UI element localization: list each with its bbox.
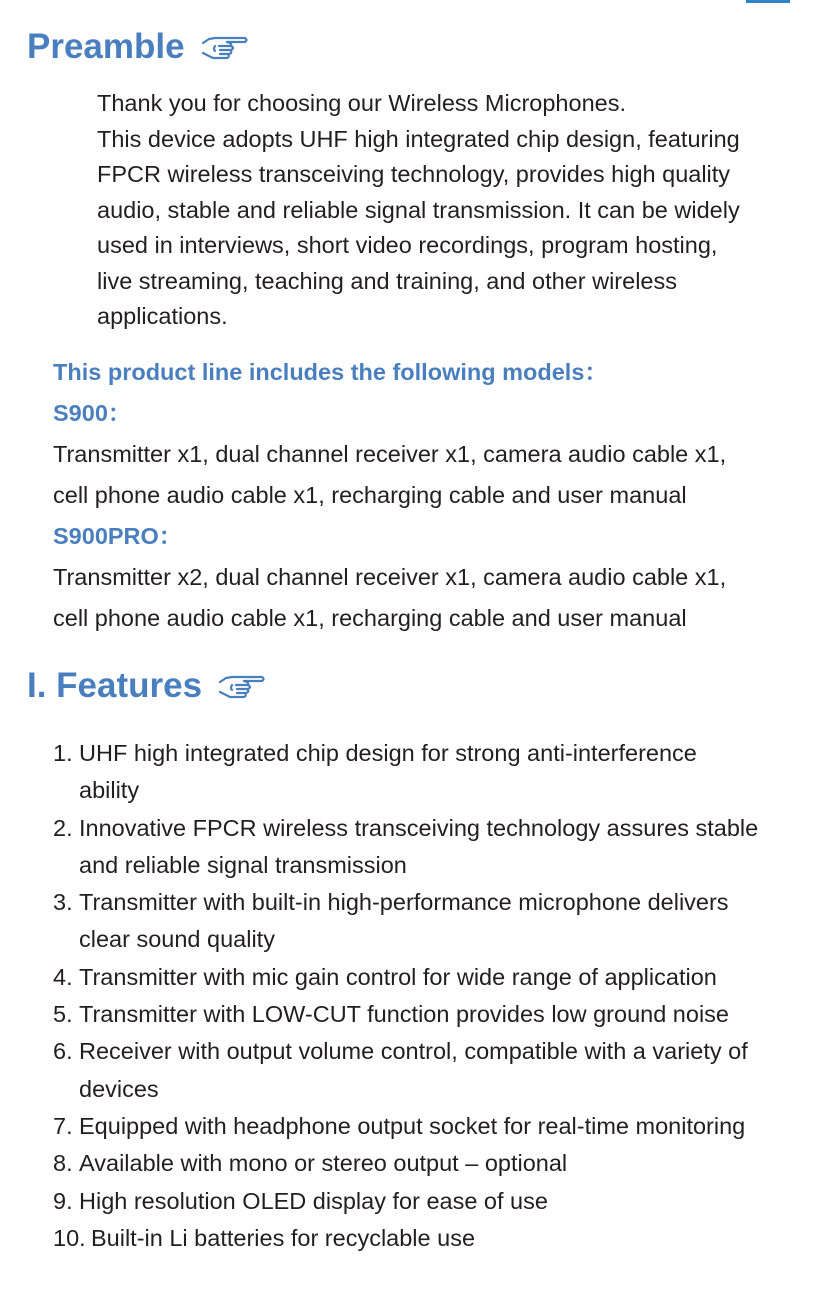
item-text xyxy=(79,996,813,1033)
item-line: UHF high integrated chip design for strong anti-interference xyxy=(79,740,697,766)
item-text xyxy=(79,959,813,996)
features-title: I. Features xyxy=(27,666,203,705)
item-line: clear sound quality xyxy=(79,926,275,953)
item-number: 5. xyxy=(53,1001,73,1028)
item-line: and reliable signal transmission xyxy=(79,851,407,878)
item-text xyxy=(79,884,813,959)
model-contents-line: Transmitter x2, dual channel receiver x1, camera audio cable x1, xyxy=(53,564,727,590)
preamble-line: FPCR wireless transceiving technology, provides high quality xyxy=(97,161,731,187)
item-text xyxy=(79,810,813,885)
list-item xyxy=(53,1183,813,1220)
item-text xyxy=(79,1108,813,1145)
pointing-hand-icon xyxy=(201,33,249,61)
list-item xyxy=(53,1108,813,1145)
item-number: 10. xyxy=(53,1224,86,1251)
features-heading xyxy=(27,666,266,706)
item-number: 4. xyxy=(53,963,73,990)
item-number: 1. xyxy=(53,740,73,766)
item-line: Built-in Li batteries for recyclable use xyxy=(91,1224,476,1251)
item-text xyxy=(91,1220,813,1257)
models-heading: This product line includes the following models： xyxy=(53,359,608,385)
model-contents-line: cell phone audio cable x1, recharging cable and user manual xyxy=(53,605,687,631)
preamble-intro: Thank you for choosing our Wireless Microphones. xyxy=(97,90,626,116)
models-section xyxy=(53,352,813,639)
item-line: Receiver with output volume control, compatible with a variety of xyxy=(79,1038,748,1065)
item-line: Available with mono or stereo output – optional xyxy=(79,1150,568,1177)
item-number: 9. xyxy=(53,1187,73,1214)
model-name: S900PRO： xyxy=(53,523,183,549)
preamble-line: audio, stable and reliable signal transmission. It can be widely xyxy=(97,196,740,223)
model-contents-line: Transmitter x1, dual channel receiver x1, camera audio cable x1, xyxy=(53,441,727,467)
preamble-body xyxy=(97,86,797,335)
item-line: Transmitter with mic gain control for wide range of application xyxy=(79,963,717,990)
item-line: Transmitter with LOW-CUT function provides low ground noise xyxy=(79,1001,729,1028)
list-item xyxy=(53,996,813,1033)
item-number: 6. xyxy=(53,1038,73,1065)
preamble-line: live streaming, teaching and training, and other wireless xyxy=(97,267,677,294)
preamble-title: Preamble xyxy=(27,27,185,66)
features-list xyxy=(53,735,813,1257)
item-number: 7. xyxy=(53,1112,73,1139)
item-line: devices xyxy=(79,1075,159,1102)
preamble-line: used in interviews, short video recordings, program hosting, xyxy=(97,232,718,258)
preamble-line: This device adopts UHF high integrated chip design, featuring xyxy=(97,125,740,152)
preamble-heading xyxy=(27,27,249,67)
item-number: 3. xyxy=(53,889,73,916)
list-item xyxy=(53,1145,813,1182)
list-item xyxy=(53,1033,813,1108)
item-line: ability xyxy=(79,777,140,804)
item-line: Innovative FPCR wireless transceiving technology assures stable xyxy=(79,814,759,841)
preamble-line: applications. xyxy=(97,303,228,329)
item-text xyxy=(79,1183,813,1220)
item-text xyxy=(79,735,813,810)
model-name: S900： xyxy=(53,400,132,426)
pointing-hand-icon xyxy=(218,672,266,700)
model-contents-line: cell phone audio cable x1, recharging cable and user manual xyxy=(53,482,687,508)
top-tab-indicator xyxy=(746,0,790,3)
list-item xyxy=(53,735,813,810)
item-line: Transmitter with built-in high-performance microphone delivers xyxy=(79,889,729,916)
item-number: 8. xyxy=(53,1150,73,1177)
list-item xyxy=(53,884,813,959)
item-number: 2. xyxy=(53,814,73,841)
list-item xyxy=(53,810,813,885)
list-item xyxy=(53,1220,813,1257)
list-item xyxy=(53,959,813,996)
item-text xyxy=(79,1145,813,1182)
item-line: Equipped with headphone output socket for real-time monitoring xyxy=(79,1112,746,1139)
item-line: High resolution OLED display for ease of use xyxy=(79,1187,548,1214)
item-text xyxy=(79,1033,813,1108)
